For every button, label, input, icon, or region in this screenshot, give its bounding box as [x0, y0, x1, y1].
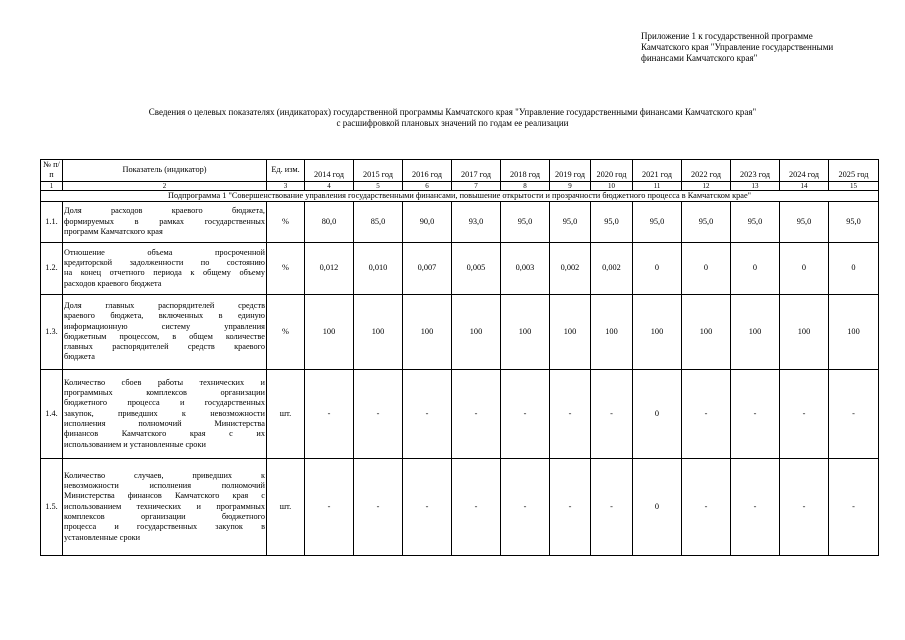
row-unit: %: [267, 294, 305, 369]
row-value: -: [829, 369, 879, 458]
row-value: -: [731, 369, 780, 458]
row-value: 0: [682, 242, 731, 294]
col-number: 6: [403, 181, 452, 190]
indicator-line: установленные сроки: [64, 532, 141, 542]
header-year: 2014 год: [305, 160, 354, 182]
row-value: 0: [731, 242, 780, 294]
indicator-line: невозможности исполнения полномочий: [64, 481, 265, 491]
row-value: -: [403, 458, 452, 555]
row-value: 100: [550, 294, 591, 369]
row-indicator: [63, 294, 267, 369]
row-value: -: [731, 458, 780, 555]
indicator-line: бюджетного процесса и государственных: [64, 398, 265, 408]
indicators-table: [40, 159, 879, 556]
table-row: [41, 294, 879, 369]
header-unit: Ед. изм.: [267, 160, 305, 182]
row-value: -: [780, 458, 829, 555]
header-year: 2025 год: [829, 160, 879, 182]
indicator-line: краевого бюджета, включенных в единую: [64, 311, 265, 321]
table-row: [41, 201, 879, 242]
title-line-2: с расшифровкой плановых значений по годам ее реализации: [336, 118, 569, 128]
row-value: 95,0: [501, 201, 550, 242]
appendix-note: [641, 31, 891, 64]
row-value: 0: [780, 242, 829, 294]
header-num: № п/п: [41, 160, 63, 182]
row-value: 100: [682, 294, 731, 369]
row-value: 0,007: [403, 242, 452, 294]
row-num: 1.3.: [41, 294, 63, 369]
col-number: 1: [41, 181, 63, 190]
row-value: -: [550, 458, 591, 555]
header-year: 2023 год: [731, 160, 780, 182]
subprogram-row: [41, 190, 879, 201]
row-value: 100: [633, 294, 682, 369]
header-year: 2016 год: [403, 160, 452, 182]
row-indicator: [63, 369, 267, 458]
row-unit: шт.: [267, 458, 305, 555]
col-number: 14: [780, 181, 829, 190]
header-year: 2020 год: [591, 160, 633, 182]
row-value: 95,0: [591, 201, 633, 242]
header-year: 2024 год: [780, 160, 829, 182]
indicator-line: финансов Камчатского края с их: [64, 429, 265, 439]
row-value: 85,0: [354, 201, 403, 242]
row-num: 1.1.: [41, 201, 63, 242]
col-number: 5: [354, 181, 403, 190]
indicator-line: программных комплексов организации: [64, 388, 265, 398]
row-value: 100: [829, 294, 879, 369]
col-number: 4: [305, 181, 354, 190]
row-value: -: [591, 458, 633, 555]
row-value: 0: [633, 458, 682, 555]
row-indicator: [63, 201, 267, 242]
row-value: 95,0: [829, 201, 879, 242]
row-value: -: [354, 458, 403, 555]
row-value: -: [403, 369, 452, 458]
row-value: 95,0: [731, 201, 780, 242]
col-number: 7: [452, 181, 501, 190]
row-value: -: [780, 369, 829, 458]
row-value: -: [682, 458, 731, 555]
row-value: -: [501, 369, 550, 458]
row-value: 100: [452, 294, 501, 369]
table-row: [41, 458, 879, 555]
header-year: 2022 год: [682, 160, 731, 182]
col-number: 11: [633, 181, 682, 190]
indicator-line: главных распорядителей средств краевого: [64, 342, 265, 352]
row-value: -: [501, 458, 550, 555]
indicator-line: использованием технических и программных: [64, 501, 265, 511]
row-value: 100: [305, 294, 354, 369]
row-value: 0: [633, 369, 682, 458]
row-num: 1.4.: [41, 369, 63, 458]
indicator-line: программ Камчатского края: [64, 227, 163, 237]
row-value: 100: [501, 294, 550, 369]
indicator-line: Отношение объема просроченной: [64, 247, 265, 257]
indicator-line: использованием и установленные сроки: [64, 439, 206, 449]
row-value: -: [452, 369, 501, 458]
header-year: 2019 год: [550, 160, 591, 182]
col-number: 8: [501, 181, 550, 190]
row-unit: %: [267, 242, 305, 294]
row-indicator: [63, 242, 267, 294]
col-number: 15: [829, 181, 879, 190]
indicator-line: Доля расходов краевого бюджета,: [64, 206, 265, 216]
header-year: 2018 год: [501, 160, 550, 182]
row-value: 100: [354, 294, 403, 369]
row-value: 95,0: [780, 201, 829, 242]
row-unit: %: [267, 201, 305, 242]
row-value: -: [829, 458, 879, 555]
indicator-line: информационную систему управления: [64, 321, 265, 331]
row-value: 100: [403, 294, 452, 369]
row-value: -: [682, 369, 731, 458]
col-number: 3: [267, 181, 305, 190]
indicator-line: на конец отчетного периода к общему объему: [64, 268, 265, 278]
column-numbers-row: [41, 181, 879, 190]
indicator-line: бюджета: [64, 352, 95, 362]
indicator-line: Доля главных распорядителей средств: [64, 301, 265, 310]
row-value: 100: [731, 294, 780, 369]
row-value: 93,0: [452, 201, 501, 242]
col-number: 12: [682, 181, 731, 190]
row-value: 0,003: [501, 242, 550, 294]
row-num: 1.5.: [41, 458, 63, 555]
header-indicator: Показатель (индикатор): [63, 160, 267, 182]
row-value: 95,0: [633, 201, 682, 242]
indicator-line: процесса и государственных закупок в: [64, 522, 265, 532]
row-value: 0: [633, 242, 682, 294]
row-value: 0: [829, 242, 879, 294]
row-value: -: [354, 369, 403, 458]
col-number: 9: [550, 181, 591, 190]
indicator-line: комплексов организации бюджетного: [64, 512, 265, 522]
row-indicator: [63, 458, 267, 555]
row-value: 100: [780, 294, 829, 369]
row-value: -: [305, 369, 354, 458]
row-value: 95,0: [682, 201, 731, 242]
indicator-line: бюджетным процессом, в общем количестве: [64, 331, 265, 341]
indicator-line: формируемых в рамках государственных: [64, 216, 265, 226]
row-value: 0,002: [550, 242, 591, 294]
indicator-line: расходов краевого бюджета: [64, 278, 162, 288]
header-year: 2017 год: [452, 160, 501, 182]
row-value: 0,005: [452, 242, 501, 294]
title-line-1: Сведения о целевых показателях (индикаторах) государственной программы Камчатского края "Управление государственными финансами Камчатского края": [148, 107, 757, 117]
row-num: 1.2.: [41, 242, 63, 294]
header-year: 2015 год: [354, 160, 403, 182]
header-year: 2021 год: [633, 160, 682, 182]
col-number: 2: [63, 181, 267, 190]
appendix-line-2: Камчатского края "Управление государственными: [641, 42, 834, 52]
table-row: [41, 242, 879, 294]
row-value: 0,010: [354, 242, 403, 294]
row-value: 95,0: [550, 201, 591, 242]
document-title: [0, 107, 905, 129]
row-value: -: [591, 369, 633, 458]
subprogram-title: Подпрограмма 1 "Совершенствование управления государственными финансами, повышение открытости и прозрачности бюджетного процесса в Камчатском крае": [41, 190, 879, 201]
row-value: -: [550, 369, 591, 458]
row-value: 90,0: [403, 201, 452, 242]
appendix-line-3: финансами Камчатского края": [641, 53, 758, 63]
row-value: 0,012: [305, 242, 354, 294]
indicator-line: Количество случаев, приведших к: [64, 470, 265, 480]
row-value: 80,0: [305, 201, 354, 242]
indicator-line: исполнения полномочий Министерства: [64, 419, 265, 429]
indicator-line: Количество сбоев работы технических и: [64, 377, 265, 387]
row-value: 100: [591, 294, 633, 369]
appendix-line-1: Приложение 1 к государственной программе: [641, 31, 813, 41]
col-number: 10: [591, 181, 633, 190]
indicator-line: кредиторской задолженности по состоянию: [64, 258, 265, 268]
row-unit: шт.: [267, 369, 305, 458]
row-value: -: [305, 458, 354, 555]
row-value: 0,002: [591, 242, 633, 294]
table-row: [41, 369, 879, 458]
indicator-line: закупок, приведших к невозможности: [64, 408, 265, 418]
col-number: 13: [731, 181, 780, 190]
indicator-line: Министерства финансов Камчатского края с: [64, 491, 265, 501]
row-value: -: [452, 458, 501, 555]
